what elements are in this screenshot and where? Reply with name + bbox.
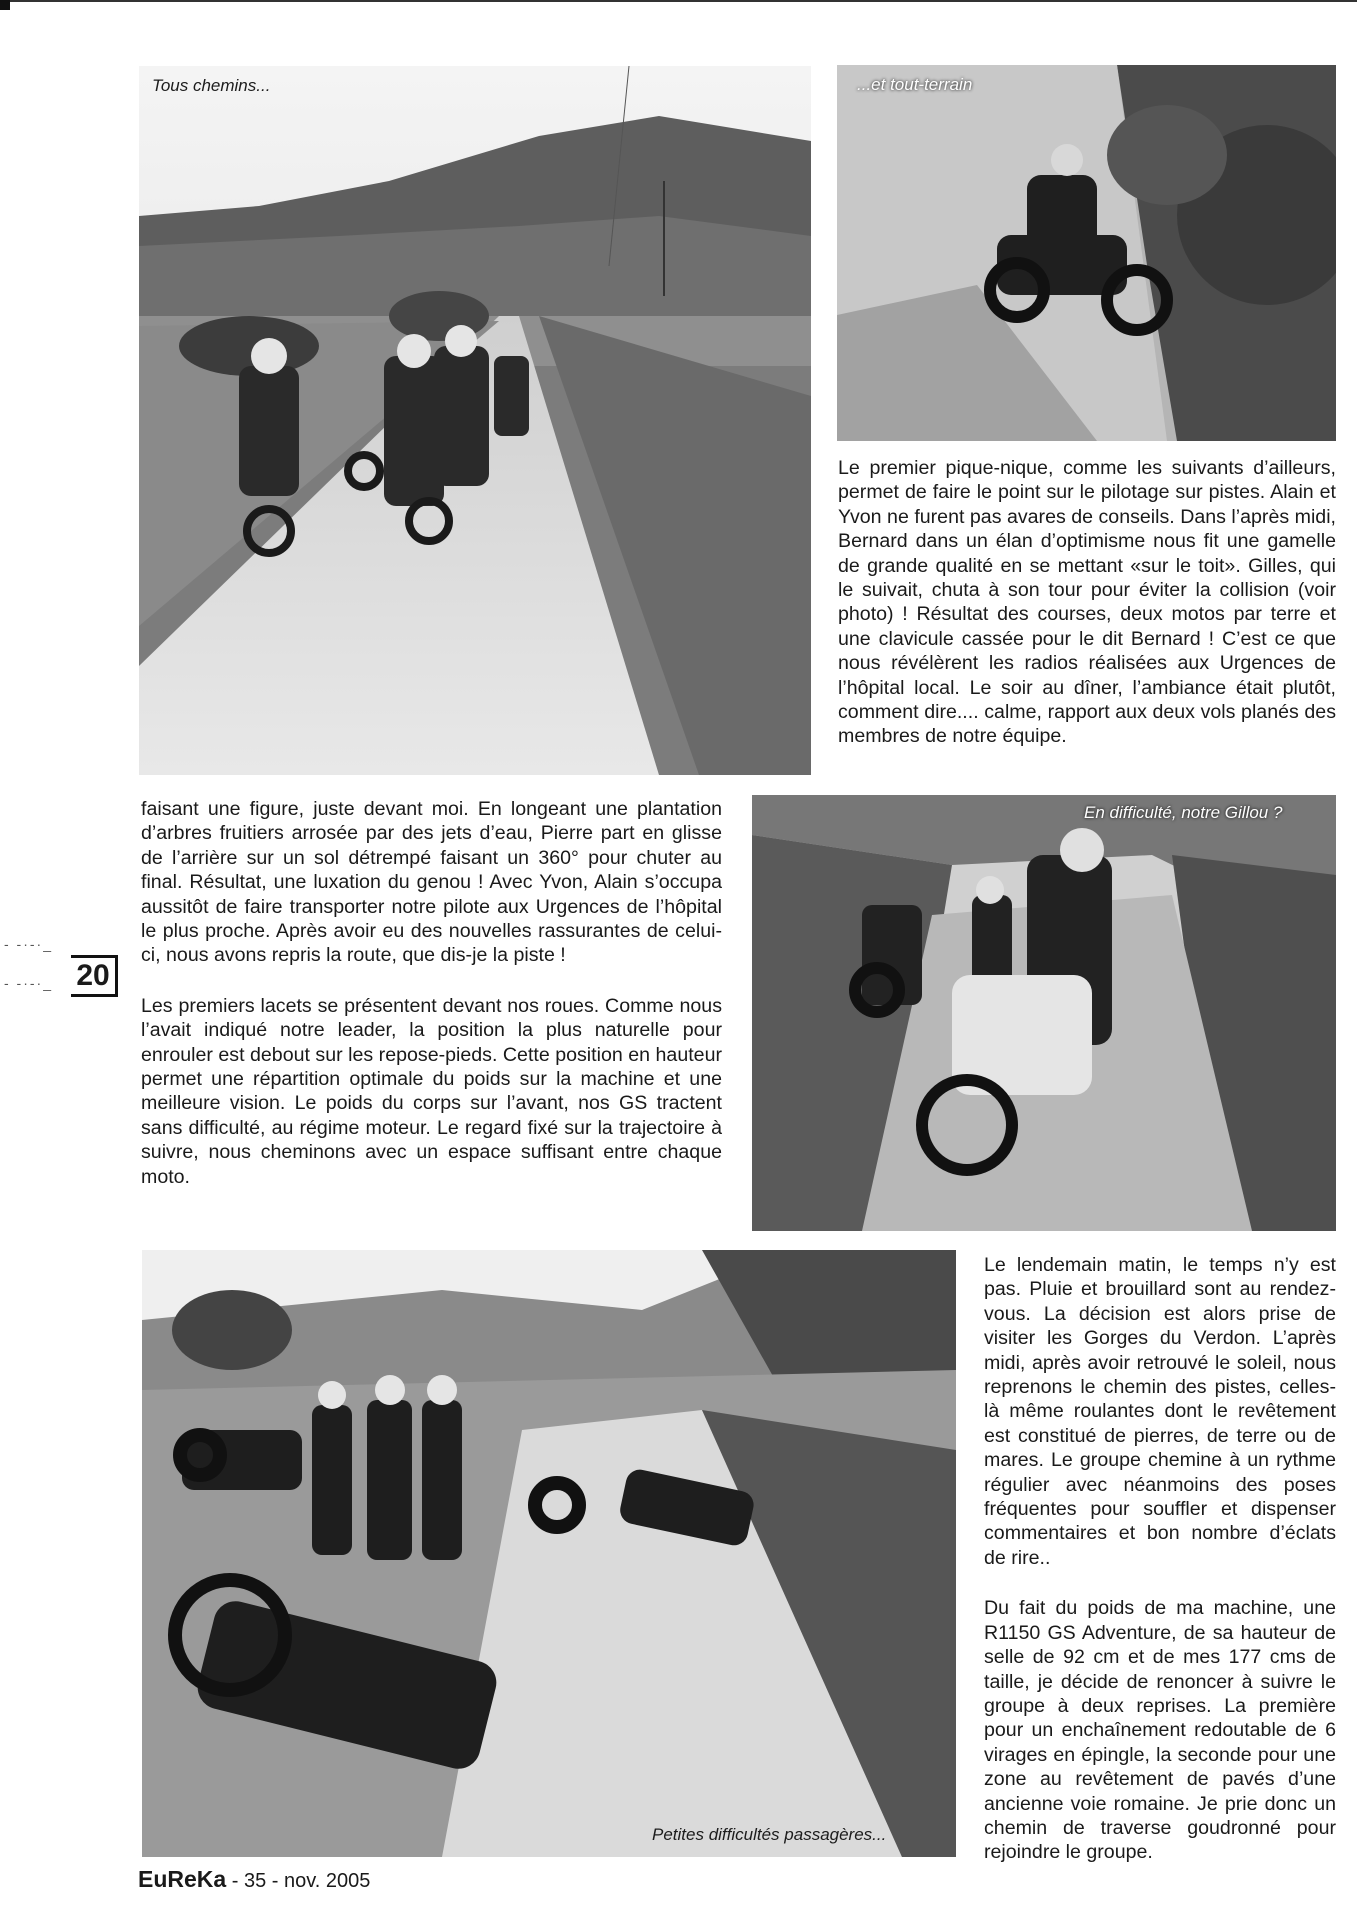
paragraph-premier-pique-nique: Le premier pique-nique, comme les suivants d’ailleurs, permet de faire le point sur le pilotage sur pistes. Alain et Yvon ne furent pas avares de conseils. Dans l’après midi, Bernard dans un élan d’optimisme nous fit une gamelle de grande qualité en se mettant «sur le toit». Gilles, qui le suivait, chuta à son tour pour éviter la collision (voir photo) ! Résultat des courses, deux motos par terre et une clavicule cassée pour le dit Bernard ! C’est ce que nous révélèrent les radios réalisées aux Urgences de l’hôpital local. Le soir au dîner, l’ambiance était plutôt, comment dire.... calme, rapport aux deux vols planés des membres de notre équipe. (838, 457, 1336, 748)
photo-fallen-bikes-image (142, 1250, 956, 1857)
page-marker-dashes-lower: - -·-·_ (4, 975, 53, 991)
paragraph-poids-machine: Du fait du poids de ma machine, une R1150 GS Adventure, de sa hauteur de selle de 92 cm et de mes 177 cms de taille, je décide de renoncer à suivre le groupe à deux reprises. La première pour un enchaînement redoutable de 6 virages en épingle, la seconde pour une zone au revêtement de pavés d’une ancienne voie romaine. Je prie donc un chemin de traverse goudronné pour rejoindre le groupe. (984, 1597, 1336, 1864)
caption-petites-difficultes: Petites difficultés passagères... (652, 1825, 887, 1844)
photo-gillou-difficulty-image (752, 795, 1336, 1231)
footer-issue: - 35 - nov. 2005 (226, 1870, 371, 1892)
photo-offroad-climb-image (837, 65, 1336, 441)
caption-gillou: En difficulté, notre Gillou ? (1084, 803, 1283, 822)
paragraph-premiers-lacets: Les premiers lacets se présentent devant nos roues. Comme nous l’avait indiqué notre leader, la position la plus naturelle pour enrouler est debout sur les repose-pieds. Cette position en hauteur permet une répartition optimale du poids sur la machine et une meilleure vision. Le poids du corps sur l’avant, nos GS tractent sans difficulté, au régime moteur. Le regard fixé sur la trajectoire à suivre, nous cheminons avec un espace suffisant entre chaque moto. (141, 994, 722, 1188)
footer (138, 1866, 370, 1893)
page-number: 20 (71, 955, 118, 997)
caption-tout-terrain: ...et tout-terrain (857, 75, 973, 94)
paragraph-lendemain-matin: Le lendemain matin, le temps n’y est pas. Pluie et brouillard sont au rendez-vous. La décision est alors prise de visiter les Gorges du Verdon. L’après midi, après avoir retrouvé le soleil, nous reprenons le chemin des pistes, celles-là même roulantes dont le revêtement est constitué de pierres, de terre ou de mares. Le groupe chemine à un rythme régulier avec néanmoins des poses fréquentes pour souffler et dispenser commentaires et bon nombre d’éclats de rire.. (984, 1254, 1336, 1569)
caption-tous-chemins: Tous chemins... (152, 76, 271, 95)
top-rule (0, 0, 1357, 2)
footer-brand: EuReKa (138, 1866, 227, 1892)
photo-riders-on-track-image (139, 66, 811, 775)
photo-gillou-difficulty (752, 795, 1336, 1231)
photo-fallen-bikes (142, 1250, 956, 1857)
page-marker-dashes: - -·-·_ (4, 936, 53, 952)
text-column-right-top (838, 456, 1336, 775)
paragraph-plantation: faisant une figure, juste devant moi. En longeant une plantation d’arbres fruitiers arrosée par des jets d’eau, Pierre part en glisse de l’arrière sur un sol détrempé faisant un 360° pour chuter au final. Résultat, une luxation du genou ! Avec Yvon, Alain s’occupa aussitôt de faire transporter notre pilote aux Urgences de l’hôpital le plus proche. Après avoir eu des nouvelles rassurantes de celui-ci, nous avons repris la route, que dis-je la piste ! (141, 798, 722, 967)
text-column-left-middle (141, 797, 722, 1215)
corner-mark (0, 0, 10, 10)
photo-riders-on-track (139, 66, 811, 775)
photo-offroad-climb (837, 65, 1336, 441)
text-column-right-bottom (984, 1253, 1336, 1891)
